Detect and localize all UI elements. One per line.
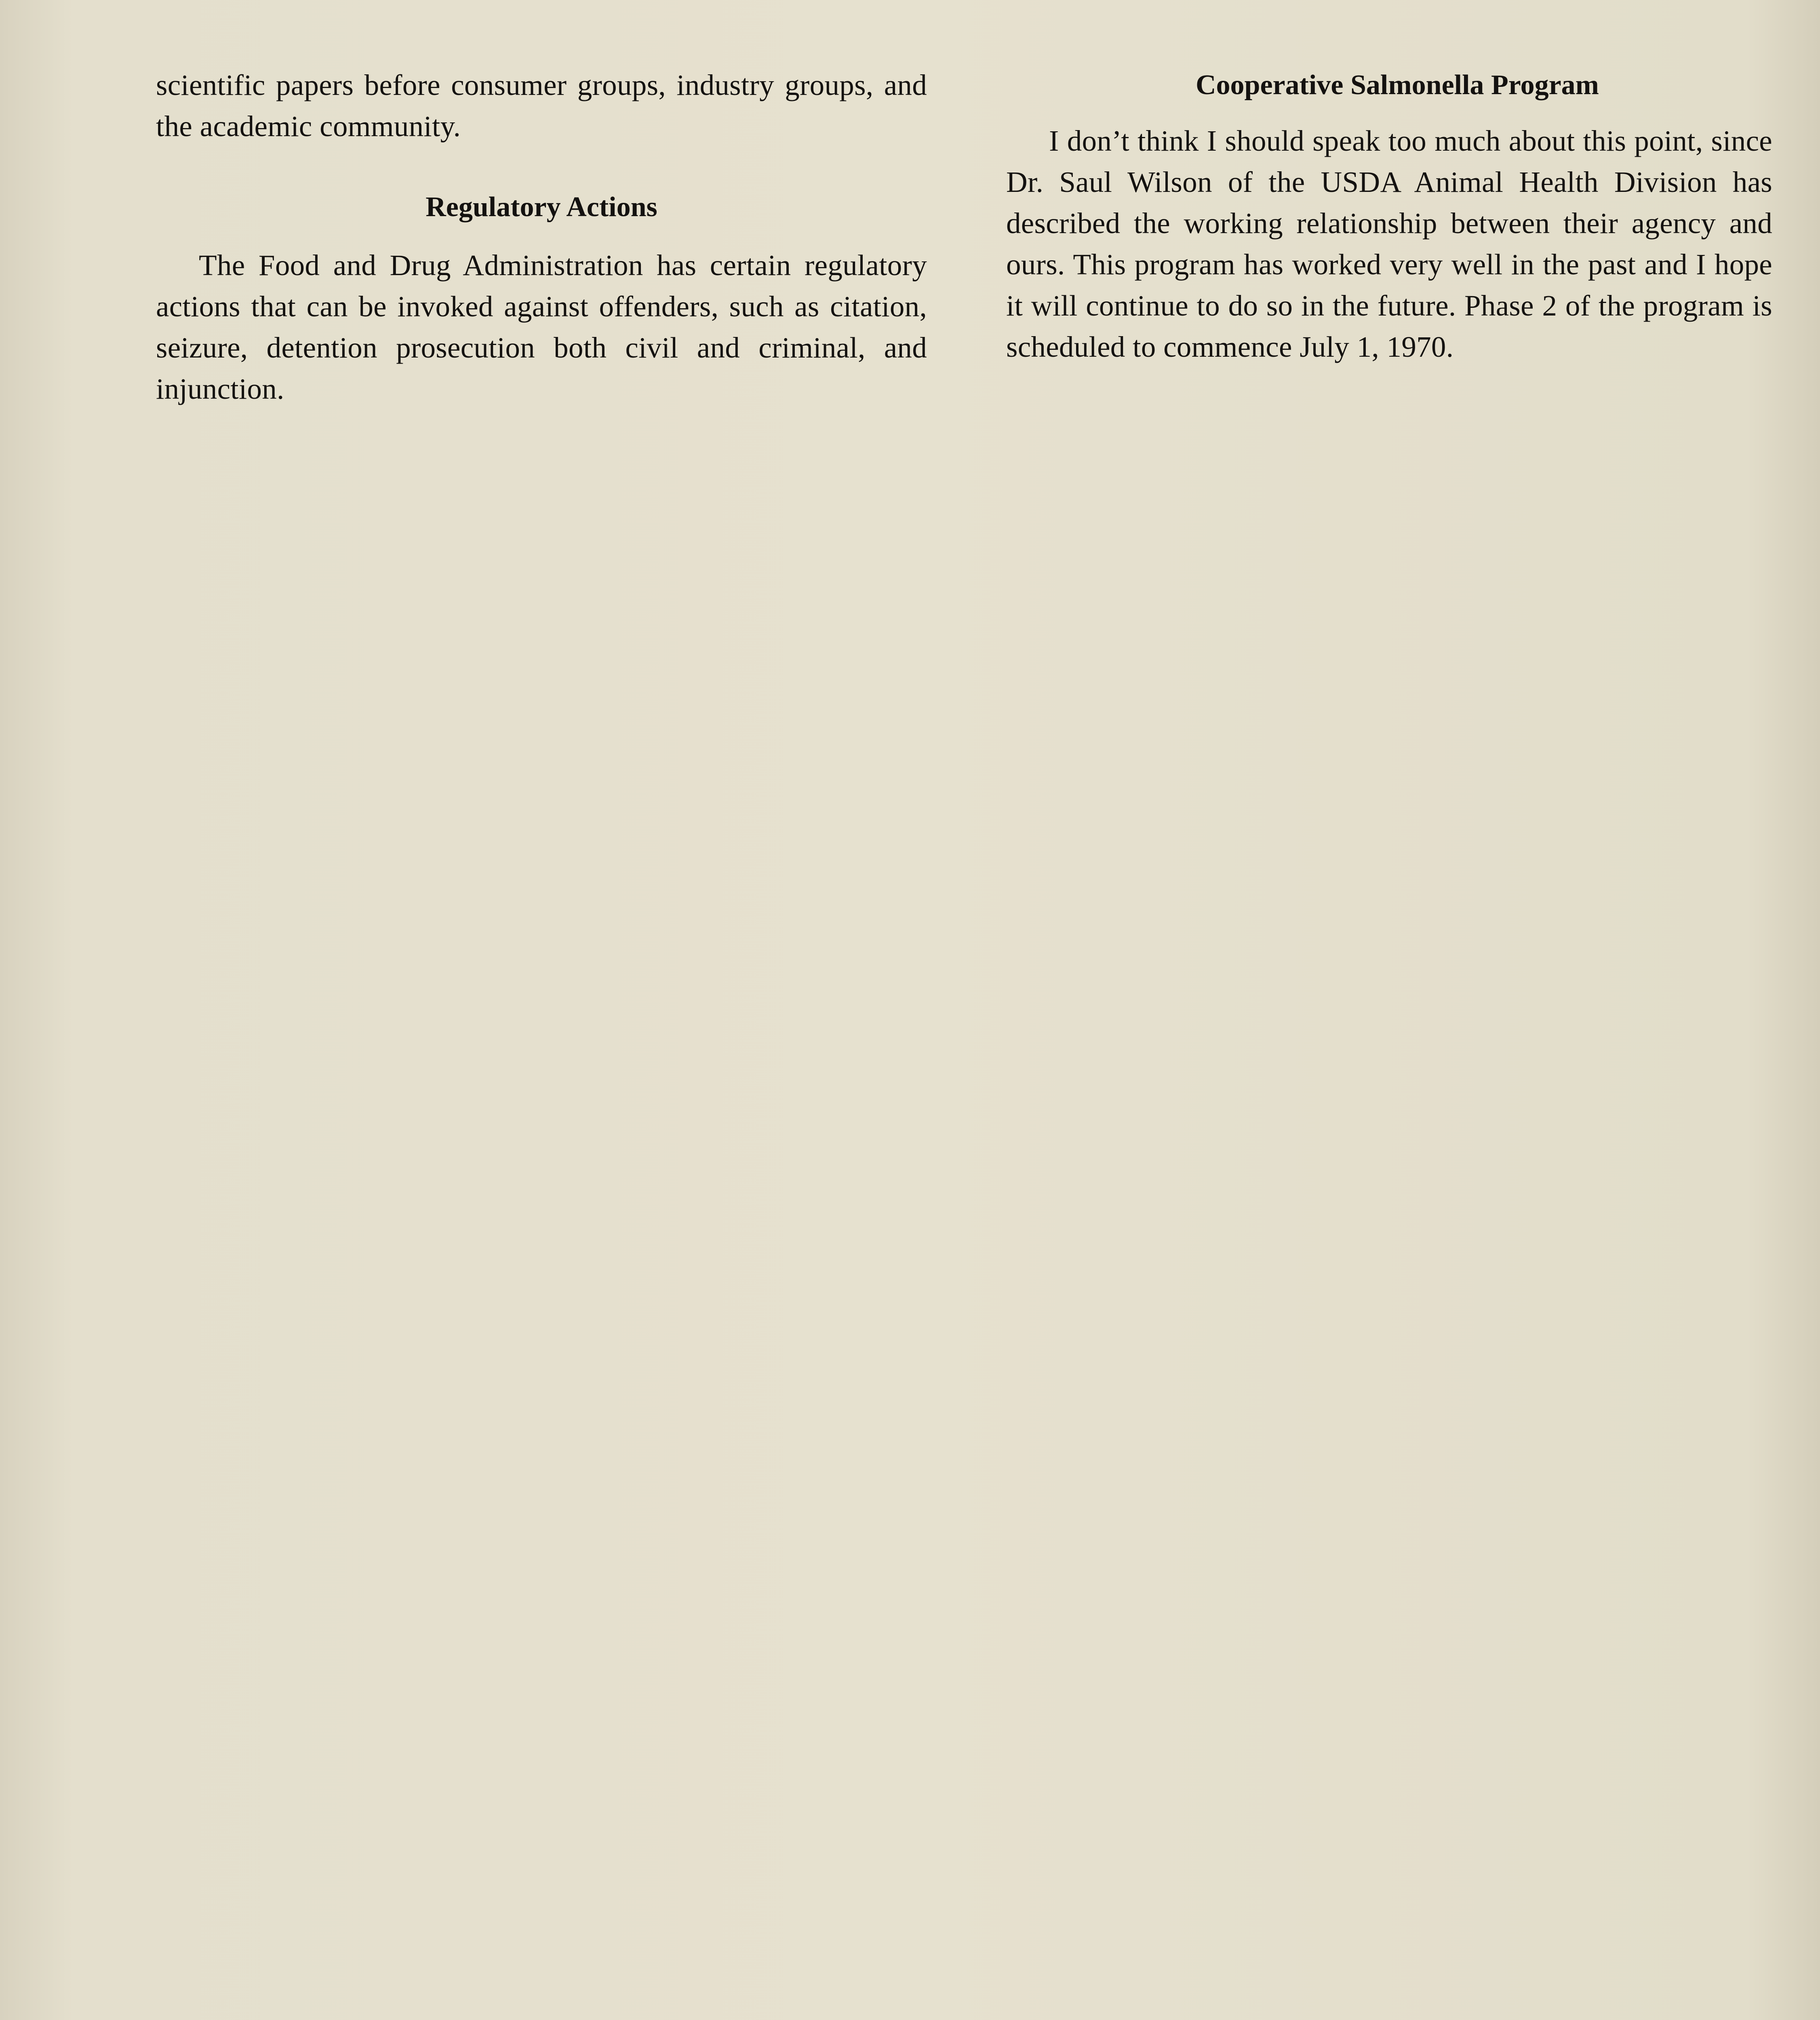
cooperative-salmonella-heading: Cooperative Salmonella Program: [1196, 69, 1599, 101]
regulatory-actions-heading: Regulatory Actions: [426, 191, 657, 223]
regulatory-actions-paragraph: The Food and Drug Administration has certain regulatory actions that can be invoked against offenders, such as citation, seizure, detention prosecution both civil and criminal, and injunction.: [156, 249, 927, 405]
continued-paragraph: scientific papers before consumer groups, industry groups, and the academic community.: [156, 69, 927, 143]
cooperative-salmonella-paragraph: I don’t think I should speak too much about this point, since Dr. Saul Wilson of the USDA Animal Health Division has described the working relationship between their agency and ours. This program has worked very well in the past and I hope it will continue to do so in the future. Phase 2 of the program is scheduled to commence July 1, 1970.: [1006, 124, 1772, 363]
left-column: [156, 65, 927, 410]
right-column: [1006, 65, 1772, 368]
